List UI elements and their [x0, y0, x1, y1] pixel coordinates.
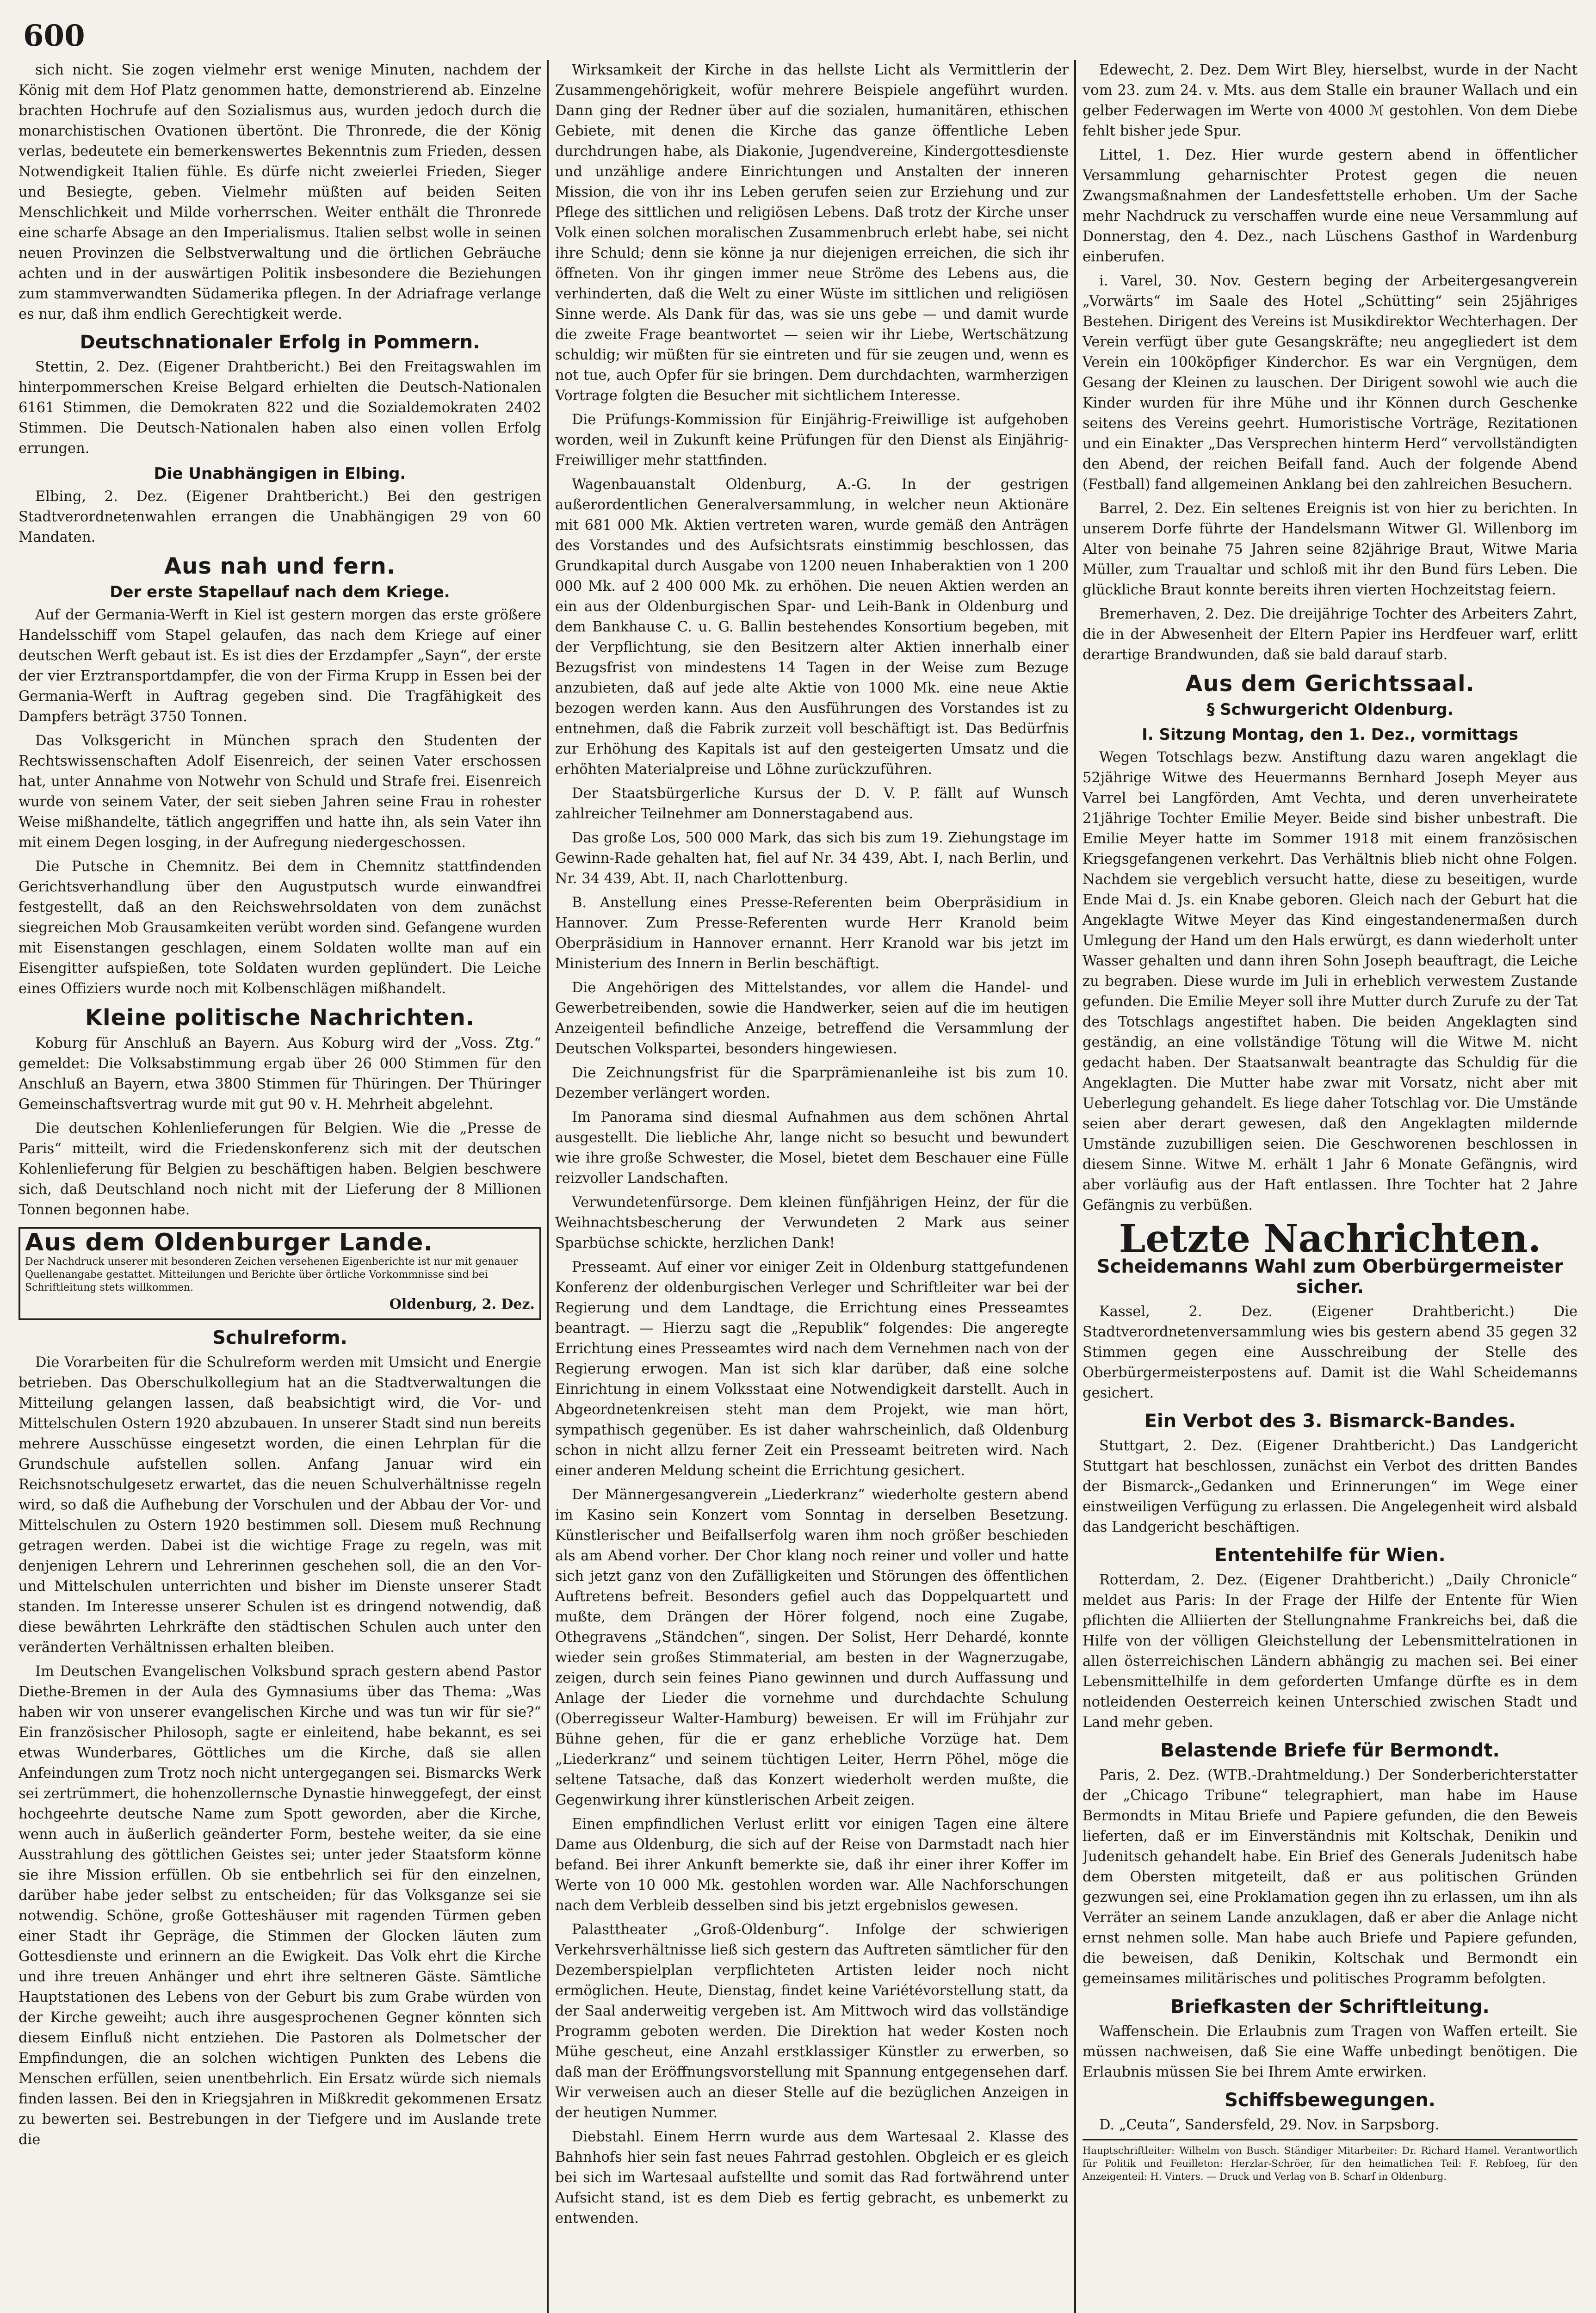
- article-kursus: Der Staatsbürgerliche Kursus der D. V. P. fällt auf Wunsch zahlreicher Teilnehmer am Donnerstagabend aus.: [555, 785, 1069, 822]
- article-varel: i. Varel, 30. Nov. Gestern beging der Arbeitergesangverein „Vorwärts“ im Saale des Hotel „Schütting“ sein 25jähriges Bestehen. Dirigent des Vereins ist Musikdirektor Wechterhagen. Der Verein verfügt über gute Gesangskräfte; neu angegliedert ist dem Verein ein 100köpfiger Kinderchor. Es war ein Vergnügen, dem Gesang der Kleinen zu lauschen. Der Dirigent sowohl wie auch die Kinder wurden für ihre Mühe und ihr Können durch Geschenke seitens des Vereins geehrt. Humoristische Vorträge, Rezitationen und ein Einakter „Das Versprechen hinterm Herd“ vervollständigten den Abend, der reichen Beifall fand. Auch der folgende Abend (Festball) fand allgemeinen Anklang bei den zahlreichen Besuchern.: [1083, 273, 1577, 493]
- section-letzte-nachrichten: Letzte Nachrichten.: [1119, 1217, 1541, 1261]
- article-edewecht: Edewecht, 2. Dez. Dem Wirt Bley, hierselbst, wurde in der Nacht vom 23. zum 24. v. Mts. aus dem Stalle ein brauner Wallach und ein gelber Federwagen im Werte von 4000 ℳ gestohlen. Von dem Diebe fehlt bisher jede Spur.: [1083, 62, 1577, 139]
- headline-briefkasten: Briefkasten der Schriftleitung.: [1170, 1996, 1490, 2017]
- article-presseamt: Presseamt. Auf einer vor einiger Zeit in Oldenburg stattgefundenen Konferenz der oldenburgischen Verleger und Schriftleiter war bei der Regierung und dem Landtage, die Errichtung eines Presseamtes beantragt. — Hierzu sagt die „Republik“ folgendes: Die angeregte Errichtung eines Presseamtes wird nach dem Vernehmen nach von der Regierung erwogen. Man ist sich klar darüber, daß eine solche Einrichtung in einem Volksstaat eine Notwendigkeit darstellt. Auch in Abgeordnetenkreisen steht man dem Projekt, wie man hört, sympathisch gegenüber. Es ist daher wahrscheinlich, daß Oldenburg schon in nicht allzu ferner Zeit ein Presseamt beitreten wird. Nach einer anderen Meldung scheint die Errichtung gesichert.: [555, 1259, 1069, 1479]
- section-gerichtssaal: Aus dem Gerichtssaal.: [1185, 671, 1475, 697]
- article-briefkasten: Waffenschein. Die Erlaubnis zum Tragen von Waffen erteilt. Sie müssen nachweisen, daß Sie eine Waffe unbedingt benötigen. Die Erlaubnis müssen Sie bei Ihrem Amte erwirken.: [1083, 2023, 1577, 2080]
- headline-dnvp-pommern: Deutschnationaler Erfolg in Pommern.: [80, 332, 480, 353]
- headline-bismarck-verbot: Ein Verbot des 3. Bismarck-Bandes.: [1144, 1410, 1516, 1432]
- article-verwundetenfuersorge: Verwundetenfürsorge. Dem kleinen fünfjährigen Heinz, der für die Weihnachtsbescherung der Verwundeten 2 Mark aus seiner Sparbüchse schickte, herzlichen Dank!: [555, 1194, 1069, 1251]
- section-politische-nachrichten: Kleine politische Nachrichten.: [85, 1005, 475, 1031]
- section-box-oldenburger-lande: [19, 1227, 541, 1320]
- newspaper-page: [19, 19, 1577, 2313]
- column-1: [19, 60, 541, 2313]
- article-volksbund: Im Deutschen Evangelischen Volksbund sprach gestern abend Pastor Diethe-Bremen in der Aula des Gymnasiums über das Thema: „Was haben wir von unserer evangelischen Kirche und was tun wir für sie?“ Ein französischer Philosoph, sagte er einleitend, habe bekannt, es sei etwas Wunderbares, Göttliches um die Kirche, daß sie allen Anfeindungen zum Trotz noch nicht untergegangen sei. Bismarcks Werk sei zertrümmert, die hohenzollernsche Dynastie hinweggefegt, der einst hochgeehrte deutsche Name zum Spott geworden, aber die Kirche, wenn auch in äußerlich geänderter Form, bestehe weiter, da sie eine Ausstrahlung des göttlichen Geistes sei; unter jeder Staatsform könne sie ihre Mission erfüllen. Ob sie entbehrlich sei für den einzelnen, darüber habe jeder selbst zu entscheiden; für das Volksganze sei sie notwendig. Schöne, große Gotteshäuser mit ragenden Türmen geben einer Stadt ihr Gepräge, die Stimmen der Glocken läuten zum Gottesdienste und erinnern an die Ewigkeit. Das Volk ehrt die Kirche und ihre treuen Anhänger und ehrt ihre seltneren Gäste. Sämtliche Hauptstationen des Lebens von der Geburt bis zum Grabe würden von der Kirche geweiht; auch ihre ausgesprochenen Gegner könnten sich diesem Einfluß nicht entziehen. Die Pastoren als Dolmetscher der Empfindungen, die an solchen wichtigen Punkten des Lebens die Menschen erfüllen, seien unentbehrlich. Ein Ersatz würde sich niemals finden lassen. Bei den in Kriegsjahren in Mißkredit gekommenen Ersatz zu bewerten sei. Bestrebungen in der Tiefgere und im Auslande trete die: [19, 1664, 541, 2148]
- subheadline-sitzung: I. Sitzung Montag, den 1. Dez., vormittags: [1142, 725, 1518, 744]
- article-elbing: Elbing, 2. Dez. (Eigener Drahtbericht.) Bei den gestrigen Stadtverordnetenwahlen errangen die Unabhängigen 29 von 60 Mandaten.: [19, 489, 541, 545]
- article-chemnitz: Die Putsche in Chemnitz. Bei dem in Chemnitz stattfindenden Gerichtsverhandlung über den Augustputsch wurde einwandfrei festgestellt, daß an den Reichswehrsoldaten von dem zunächst siegreichen Mob Grausamkeiten verübt worden sind. Gefangene wurden mit Eisenstangen geschlagen, einem Soldaten wollte man auf ein Eisengitter aufspießen, tote Soldaten wurden geplündert. Die Leiche eines Offiziers wurde noch mit Kolbenschlägen mißhandelt.: [19, 859, 541, 997]
- article-liederkranz: Der Männergesangverein „Liederkranz“ wiederholte gestern abend im Kasino sein Konzert vom Sonntag in derselben Besetzung. Künstlerischer und Beifallserfolg waren ihm noch größer beschieden als am Abend vorher. Der Chor klang noch reiner und voller und hatte sich jetzt ganz von den Zufälligkeiten und Störungen des öffentlichen Auftretens befreit. Besonders gefiel auch das Doppelquartett und mußte, dem Drängen der Hörer folgend, noch eine Zugabe, Othegravens „Ständchen“, singen. Der Solist, Herr Dehardé, konnte wieder sein großes Stimmaterial, am besten in der Wagnerzugabe, zeigen, durch sein feines Piano gewinnen und durch Auffassung und Anlage der Lieder die vornehme und durchdachte Schulung (Oberregisseur Walter-Hamburg) beweisen. Er will im Frühjahr zur Bühne gehen, für die er ganz erhebliche Vorzüge hat. Dem „Liederkranz“ und seinem tüchtigen Leiter, Herrn Pöhel, möge die seltene Tatsache, daß das Konzert wiederholt werden mußte, die Gegenwirkung ihrer künstlerischen Arbeit zeigen.: [555, 1487, 1069, 1808]
- headline-ententehilfe: Ententehilfe für Wien.: [1214, 1545, 1446, 1566]
- headline-scheidemann: Scheidemanns Wahl zum Oberbürgermeister sicher.: [1096, 1256, 1564, 1298]
- article-scheidemann: Kassel, 2. Dez. (Eigener Drahtbericht.) Die Stadtverordnetenversammlung wies bis gestern abend 35 gegen 32 Stimmen gegen eine Ausschreibung der Stelle des Oberbürgermeisterpostens auf. Damit ist die Wahl Scheidemanns gesichert.: [1083, 1304, 1577, 1401]
- article-presse-referent: B. Anstellung eines Presse-Referenten beim Oberpräsidium in Hannover. Zum Presse-Referenten wurde Herr Kranold beim Oberpräsidium in Hannover ernannt. Herr Kranold war bis jetzt im Ministerium des Innern in Berlin beschäftigt.: [555, 895, 1069, 972]
- article-bremerhaven: Bremerhaven, 2. Dez. Die dreijährige Tochter des Arbeiters Zahrt, die in der Abwesenheit der Eltern Papier ins Herdfeuer warf, erlitt derartige Brandwunden, daß sie bald darauf starb.: [1083, 606, 1577, 663]
- article-italy-continued: sich nicht. Sie zogen vielmehr erst wenige Minuten, nachdem der König mit dem Hof Platz genommen hatte, demonstrierend ab. Einzelne brachten Hochrufe auf den Sozialismus aus, wurden jedoch durch die monarchistischen Ovationen übertönt. Die Thronrede, die der König verlas, bedeutete ein bemerkenswertes Bekenntnis zum Frieden, dessen Notwendigkeit Italien fühle. Es dürfe nicht zweierlei Frieden, Sieger und Besiegte, geben. Vielmehr müßten auf beiden Seiten Menschlichkeit und Milde vorherrschen. Weiter enthält die Thronrede eine scharfe Absage an den Imperialismus. Italien selbst wolle in seinen neuen Provinzen die Selbstverwaltung und die örtlichen Gebräuche achten und in der auswärtigen Politik insbesondere die Beziehungen zum stammverwandten Südamerika pflegen. In der Adriafrage verlange es nur, daß ihm endlich Gerechtigkeit werde.: [19, 62, 541, 322]
- column-3: [1083, 60, 1577, 2313]
- article-diebstahl: Diebstahl. Einem Herrn wurde aus dem Wartesaal 2. Klasse des Bahnhofs hier sein fast neues Fahrrad gestohlen. Obgleich er es gleich bei sich im Wartesaal aufstellte und somit das Rad fortwährend unter Aufsicht stand, ist es dem Dieb es fertig gebracht, es unbemerkt zu entwenden.: [555, 2129, 1069, 2226]
- article-pruefungskommission: Die Prüfungs-Kommission für Einjährig-Freiwillige ist aufgehoben worden, weil in Zukunft keine Prüfungen für den Dienst als Einjährig-Freiwilliger mehr stattfinden.: [555, 412, 1069, 469]
- article-grosses-los: Das große Los, 500 000 Mark, das sich bis zum 19. Ziehungstage im Gewinn-Rade gehalten hat, fiel auf Nr. 34 439, Abt. I, nach Berlin, und Nr. 34 439, Abt. II, nach Charlottenburg.: [555, 830, 1069, 887]
- article-schulreform: Die Vorarbeiten für die Schulreform werden mit Umsicht und Energie betrieben. Das Oberschulkollegium hat an die Stadtverwaltungen die Mitteilung gelangen lassen, daß beabsichtigt wird, die Vor- und Mittelschulen Ostern 1920 abzubauen. In unserer Stadt sind nun bereits mehrere Ausschüsse eingesetzt worden, die einen Lehrplan für die Grundschule aufstellen sollen. Anfang Januar wird ein Reichsnotschulgesetz erwartet, das die neuen Schulverhältnisse regeln wird, so daß die Aufhebung der Vorschulen und der Abbau der Vor- und Mittelschulen zu Ostern 1920 bestimmen soll. Diesem muß Rechnung getragen werden. Dabei ist die wichtige Frage zu regeln, was mit denjenigen Lehrern und Lehrerinnen geschehen soll, die an den Vor- und Mittelschulen unterrichten und bisher im Dienste unserer Stadt standen. Im Interesse unserer Schulen ist es dringend notwendig, daß diese bewährten Lehrkräfte den städtischen Schulen auch unter den veränderten Verhältnissen erhalten bleiben.: [19, 1354, 541, 1656]
- column-2: [555, 60, 1069, 2313]
- article-muenchen: Das Volksgericht in München sprach den Studenten der Rechtswissenschaften Adolf Eisenreich, der seinen Vater erschossen hat, unter Annahme von Notwehr von Schuld und Strafe frei. Eisenreich wurde von seinem Vater, der seit sieben Jahren seine Frau in rohester Weise mißhandelte, tätlich angegriffen und hatte ihn, als sein Vater ihn mit einem Degen losging, in der Aufregung niedergeschossen.: [19, 733, 541, 851]
- article-ententehilfe: Rotterdam, 2. Dez. (Eigener Drahtbericht.) „Daily Chronicle“ meldet aus Paris: In der Frage der Hilfe der Entente für Wien pflichten die Alliierten der Stellungnahme Frankreichs bei, daß die Hilfe von der völligen Gleichstellung der Lebensmittelrationen in allen österreichischen Ländern abhängig zu machen sei. Bei einer Lebensmittelhilfe in dem geforderten Umfange dürfte es in dem notleidenden Oesterreich keinen Unterschied zwischen Stadt und Land mehr geben.: [1083, 1572, 1577, 1731]
- article-zeichnungsfrist: Die Zeichnungsfrist für die Sparprämienanleihe ist bis zum 10. Dezember verlängert worden.: [555, 1065, 1069, 1101]
- article-wagenbauanstalt: Wagenbauanstalt Oldenburg, A.-G. In der gestrigen außerordentlichen Generalversammlung, in welcher neun Aktionäre mit 681 000 Mk. Aktien vertreten waren, wurde gemäß den Anträgen des Vorstandes und des Aufsichtsrats einstimmig beschlossen, das Grundkapital durch Ausgabe von 1200 neuen Inhaberaktien von 1 200 000 Mk. auf 2 400 000 Mk. zu erhöhen. Die neuen Aktien werden an ein aus der Oldenburgischen Spar- und Leih-Bank in Oldenburg und dem Bankhause C. u. G. Ballin bestehendes Konsortium begeben, mit der Verpflichtung, sie den Besitzern alter Aktien innerhalb einer Bezugsfrist von mindestens 14 Tagen in der Weise zum Bezuge anzubieten, daß auf jede alte Aktie von 1000 Mk. eine neue Aktie bezogen werden kann. Aus den Ausführungen des Vorstandes ist zu entnehmen, daß die Fabrik zurzeit voll beschäftigt ist. Das Bedürfnis zur Erhöhung des Kapitals ist auf den gesteigerten Umsatz und die erhöhten Materialpreise und Löhne zurückzuführen.: [555, 476, 1069, 778]
- column-rule: [1074, 60, 1076, 2313]
- subheadline-schwurgericht: § Schwurgericht Oldenburg.: [1206, 700, 1454, 719]
- imprint: Hauptschriftleiter: Wilhelm von Busch. Ständiger Mitarbeiter: Dr. Richard Hamel. Verantwortlich für Politik und Feuilleton: Herzlar-Schröer, für den heimatlichen Teil: F. Rebfoeg, für den Anzeigenteil: H. Vinters. — Druck und Verlag von B. Scharf in Oldenburg.: [1083, 2139, 1577, 2183]
- article-palasttheater: Palasttheater „Groß-Oldenburg“. Infolge der schwierigen Verkehrsverhältnisse ließ sich gestern das Auftreten sämtlicher für den Dezemberspielplan verpflichteten Artisten leider noch nicht ermöglichen. Heute, Dienstag, findet keine Variétévorstellung statt, da der Saal anderweitig vergeben ist. Am Mittwoch wird das vollständige Programm geboten werden. Die Direktion hat weder Kosten noch Mühe gescheut, eine Anzahl erstklassiger Künstler zu erwerben, so daß man der Eröffnungsvorstellung mit Spannung entgegensehen darf. Wir verweisen auch an dieser Stelle auf die bezüglichen Anzeigen in der heutigen Nummer.: [555, 1922, 1069, 2121]
- article-dnvp-pommern: Stettin, 2. Dez. (Eigener Drahtbericht.) Bei den Freitagswahlen im hinterpommerschen Kreise Belgard erhielten die Deutsch-Nationalen 6161 Stimmen, die Demokraten 822 und die Sozialdemokraten 2402 Stimmen. Die Deutsch-Nationalen haben also einen vollen Erfolg errungen.: [19, 359, 541, 457]
- article-kohle: Die deutschen Kohlenlieferungen für Belgien. Wie die „Presse de Paris“ mitteilt, wird die Friedenskonferenz sich mit der deutschen Kohlenlieferung für Belgien zu beschäftigen haben. Belgien beschwere sich, daß Deutschland noch nicht mit der Lieferung der 8 Millionen Tonnen begonnen habe.: [19, 1120, 541, 1218]
- article-panorama: Im Panorama sind diesmal Aufnahmen aus dem schönen Ahrtal ausgestellt. Die liebliche Ahr, lange nicht so besucht und bewundert wie ihre große Schwester, die Mosel, bietet dem Beschauer eine Fülle reizvoller Landschaften.: [555, 1109, 1069, 1187]
- article-coburg: Koburg für Anschluß an Bayern. Aus Koburg wird der „Voss. Ztg.“ gemeldet: Die Volksabstimmung ergab über 26 000 Stimmen für den Anschluß an Bayern, etwa 3800 Stimmen für Thüringen. Der Thüringer Gemeinschaftsvertrag wurde mit gut 90 v. H. Mehrheit abgelehnt.: [19, 1035, 541, 1113]
- section-aus-nah-und-fern: Aus nah und fern.: [164, 553, 396, 579]
- article-barrel: Barrel, 2. Dez. Ein seltenes Ereignis ist von hier zu berichten. In unserem Dorfe führte der Handelsmann Witwer Gl. Willenborg im Alter von beinahe 75 Jahren seine 82jährige Braut, Witwe Maria Müller, zum Traualtar und schloß mit ihr den Bund fürs Leben. Die glückliche Braut konnte bereits ihren vierten Hochzeitstag feiern.: [1083, 501, 1577, 598]
- section-oldenburger-lande: Aus dem Oldenburger Lande.: [25, 1229, 433, 1256]
- headline-schulreform: Schulreform.: [212, 1327, 347, 1348]
- column-rule: [547, 60, 549, 2313]
- article-bermondt: Paris, 2. Dez. (WTB.-Drahtmeldung.) Der Sonderberichterstatter der „Chicago Tribune“ telegraphiert, man habe im Hause Bermondts in Mitau Briefe und Papiere gefunden, die den Beweis lieferten, daß er im Einverständnis mit Koltschak, Denikin und Judenitsch gehandelt habe. Ein Brief des Generals Judenitsch habe dem Obersten mitgeteilt, daß er aus politischen Gründen gezwungen sei, eine Proklamation gegen ihn zu erlassen, um ihn als Verräter an seinem Lande anzuklagen, daß er aber die Anlage nicht ernst nehmen solle. Man habe auch Briefe und Papiere gefunden, die beweisen, daß Denikin, Koltschak und Bermondt ein gemeinsames militärisches und politisches Programm befolgten.: [1083, 1767, 1577, 1987]
- article-mittelstand: Die Angehörigen des Mittelstandes, vor allem die Handel- und Gewerbetreibenden, sowie die Handwerker, seien auf die im heutigen Anzeigenteil befindliche Anzeige, betreffend die Versammlung der Deutschen Volkspartei, besonders hingewiesen.: [555, 980, 1069, 1057]
- headline-bermondt: Belastende Briefe für Bermondt.: [1160, 1740, 1500, 1761]
- dateline: Oldenburg, 2. Dez.: [389, 1296, 535, 1312]
- article-littel: Littel, 1. Dez. Hier wurde gestern abend in öffentlicher Versammlung geharnischter Protest gegen die neuen Zwangsmaßnahmen der Landesfettstelle erhoben. Um der Sache mehr Nachdruck zu verschaffen wurde eine neue Versammlung auf Donnerstag, den 4. Dez., nach Lüschens Gasthof in Wardenburg einberufen.: [1083, 147, 1577, 265]
- article-bismarck-verbot: Stuttgart, 2. Dez. (Eigener Drahtbericht.) Das Landgericht Stuttgart hat beschlossen, zunächst ein Verbot des dritten Bandes der Bismarck-„Gedanken und Erinnerungen“ im Wege einer einstweiligen Verfügung zu erlassen. Die Angelegenheit wird alsbald das Landgericht beschäftigen.: [1083, 1438, 1577, 1535]
- article-volksbund-continued: Wirksamkeit der Kirche in das hellste Licht als Vermittlerin der Zusammengehörigkeit, wofür mehrere Beispiele angeführt wurden. Dann ging der Redner über auf die sozialen, humanitären, ethischen Gebiete, mit denen die Kirche das ganze öffentliche Leben durchdrungen habe, als Diakonie, Jugendvereine, Kindergottesdienste und unzählige andere Einrichtungen und Anstalten der inneren Mission, die von ihr ins Leben gerufen seien zur Erziehung und zur Pflege des sittlichen und religiösen Lebens. Daß trotz der Kirche unser Volk einen solchen moralischen Zusammenbruch erlebt habe, sei nicht ihre Schuld; denn sie könne ja nur diejenigen erreichen, die sich ihr öffneten. Von ihr gingen immer neue Ströme des Lebens aus, die verhinderten, daß die Welt zu einer Wüste im sittlichen und religiösen Sinne werde. Als Dank für das, was sie uns gebe — und damit wurde die zweite Frage beantwortet — seien wir ihr Liebe, Wertschätzung schuldig; wir müßten für sie eintreten und für sie zeugen und, wenn es not tue, auch Opfer für sie bringen. Dem durchdachten, warmherzigen Vortrage folgten die Besucher mit sichtlichem Interesse.: [555, 62, 1069, 404]
- subheadline-stapellauf: Der erste Stapellauf nach dem Kriege.: [110, 583, 450, 601]
- section-note: Der Nachdruck unserer mit besonderen Zeichen versehenen Eigenberichte ist nur mit genauer Quellenangabe gestattet. Mitteilungen und Berichte über örtliche Vorkommnisse sind bei Schriftleitung stets willkommen.: [25, 1256, 518, 1293]
- article-verlust: Einen empfindlichen Verlust erlitt vor einigen Tagen eine ältere Dame aus Oldenburg, die sich auf der Reise von Darmstadt nach hier befand. Bei ihrer Ankunft bemerkte sie, daß ihr einer ihrer Koffer im Werte von 10 000 Mk. gestohlen worden war. Alle Nachforschungen nach dem Verbleib desselben sind bis jetzt ergebnislos gewesen.: [555, 1816, 1069, 1914]
- article-schwurgericht: Wegen Totschlags bezw. Anstiftung dazu waren angeklagt die 52jährige Witwe des Heuermanns Bernhard Joseph Meyer aus Varrel bei Langförden, Amt Vechta, und deren unverheiratete 21jährige Tochter Emilie Meyer. Beide sind bisher unbestraft. Die Emilie Meyer hatte im Sommer 1918 mit einem französischen Kriegsgefangenen verkehrt. Das Verhältnis blieb nicht ohne Folgen. Nachdem sie vergeblich versucht hatte, diese zu beseitigen, wurde Ende Mai d. Js. ein Knabe geboren. Gleich nach der Geburt hat die Angeklagte Witwe Meyer das Kind eingestandenermaßen durch Umlegung der Hand um den Hals erwürgt, es dann wiederholt unter Wasser gehalten und dann ihren Sohn Joseph beauftragt, die Leiche zu begraben. Diese wurde im Juli in erheblich verwestem Zustande gefunden. Die Emilie Meyer soll ihre Mutter durch Zurufe zu der Tat des Totschlags angestiftet haben. Die beiden Angeklagten sind geständig, an eine vollständige Tötung will die Witwe M. nicht gedacht haben. Der Staatsanwalt beantragte das Schuldig für die Angeklagten. Die Mutter habe zwar mit Vorsatz, nicht aber mit Ueberlegung gehandelt. Es liege daher Totschlag vor. Die Umstände seien aber derart gewesen, daß den Angeklagten mildernde Umstände zuzubilligen seien. Die Geschworenen beschlossen in diesem Sinne. Witwe M. erhält 1 Jahr 6 Monate Gefängnis, wird aber vorläufig aus der Haft entlassen. Ihre Tochter hat 2 Jahre Gefängnis zu verbüßen.: [1083, 749, 1577, 1213]
- page-number: 600: [23, 19, 85, 53]
- article-schiffsbewegungen: D. „Ceuta“, Sandersfeld, 29. Nov. in Sarpsborg.: [1099, 2117, 1440, 2133]
- headline-elbing: Die Unabhängigen in Elbing.: [154, 464, 406, 483]
- headline-schiffsbewegungen: Schiffsbewegungen.: [1225, 2090, 1435, 2111]
- article-stapellauf: Auf der Germania-Werft in Kiel ist gestern morgen das erste größere Handelsschiff vom Stapel gelaufen, das nach dem Kriege auf einer deutschen Werft gebaut ist. Es ist dies der Erzdampfer „Sayn“, der erste der vier Erztransportdampfer, die von der Firma Krupp in Essen bei der Germania-Werft in Auftrag gegeben sind. Die Tragfähigkeit des Dampfers beträgt 3750 Tonnen.: [19, 607, 541, 725]
